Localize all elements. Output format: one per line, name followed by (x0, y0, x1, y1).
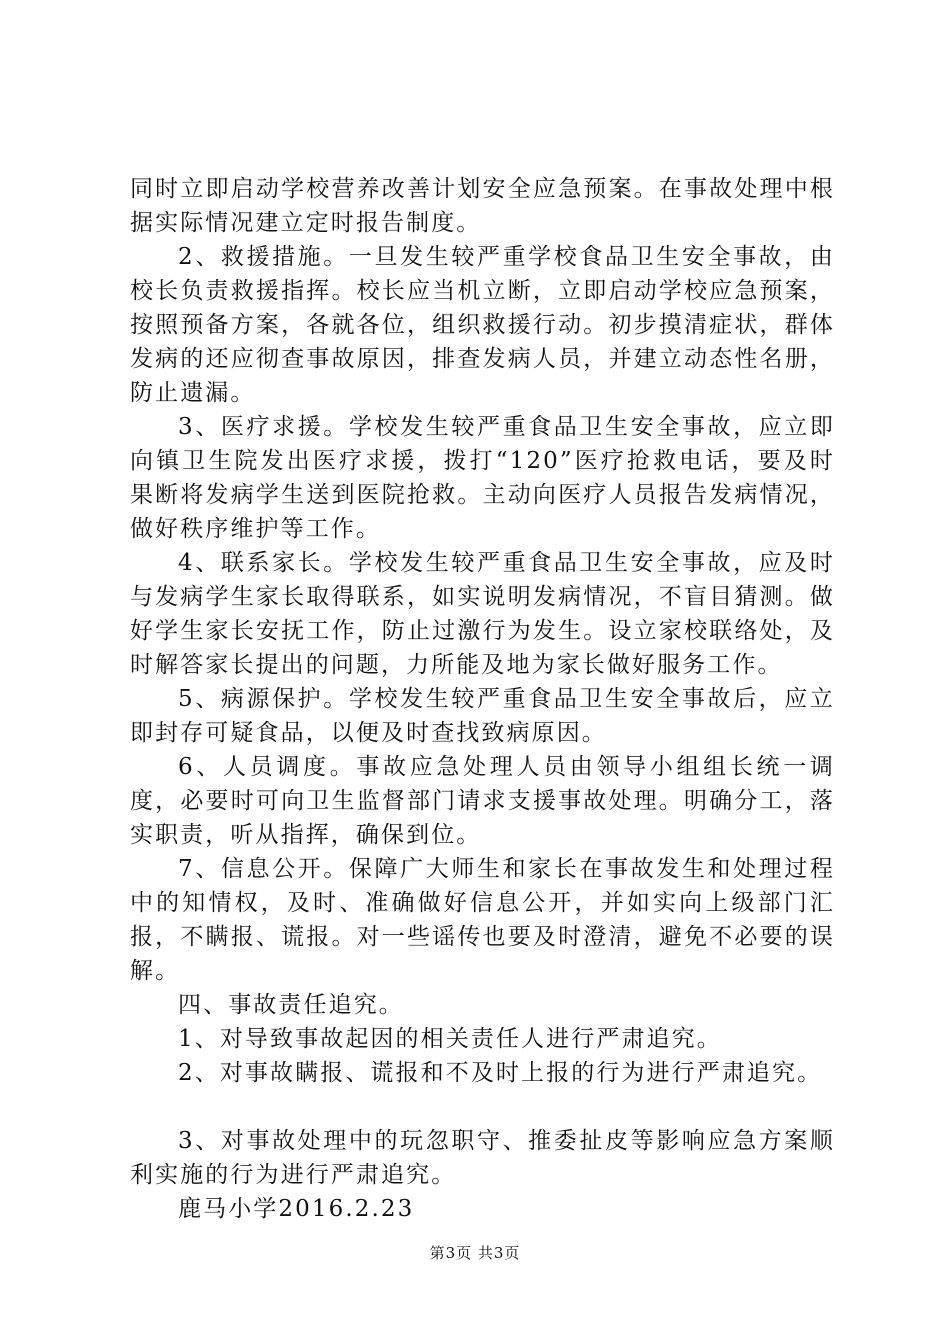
paragraph-accountability-2: 2、对事故瞒报、谎报和不及时上报的行为进行严肃追究。 (178, 1060, 823, 1086)
page-footer: 第3页 共3页 (429, 1244, 521, 1262)
paragraph-contact-parents: 4、联系家长。学校发生较严重食品卫生安全事故，应及时与发病学生家长取得联系，如实说明发病情况，不盲目猜测。做好学生家长安抚工作，防止过激行为发生。设立家校联络处，及时解答家长提出的问题，力所能及地为家长做好服务工作。 (130, 550, 835, 678)
signature-date: 鹿马小学2016.2.23 (178, 1196, 415, 1222)
paragraph-medical-aid: 3、医疗求援。学校发生较严重食品卫生安全事故，应立即向镇卫生院发出医疗求援，拨打“120”医疗抢救电话，要及时果断将发病学生送到医院抢救。主动向医疗人员报告发病情况，做好秩序维护等工作。 (130, 414, 835, 542)
document-body (130, 172, 835, 1226)
paragraph-source-protection: 5、病源保护。学校发生较严重食品卫生安全事故后，应立即封存可疑食品，以便及时查找致病原因。 (130, 686, 835, 746)
paragraph-accountability-1: 1、对导致事故起因的相关责任人进行严肃追究。 (178, 1026, 722, 1052)
paragraph-accountability-3: 3、对事故处理中的玩忽职守、推委扯皮等影响应急方案顺利实施的行为进行严肃追究。 (130, 1128, 835, 1188)
paragraph-information-disclosure: 7、信息公开。保障广大师生和家长在事故发生和处理过程中的知情权，及时、准确做好信息公开，并如实向上级部门汇报，不瞒报、谎报。对一些谣传也要及时澄清，避免不必要的误解。 (130, 856, 835, 984)
paragraph-staff-dispatch: 6、人员调度。事故应急处理人员由领导小组组长统一调度，必要时可向卫生监督部门请求支援事故处理。明确分工，落实职责，听从指挥，确保到位。 (130, 754, 835, 848)
section-heading-accountability: 四、事故责任追究。 (178, 992, 404, 1018)
paragraph-continuation: 同时立即启动学校营养改善计划安全应急预案。在事故处理中根据实际情况建立定时报告制度。 (130, 176, 835, 236)
paragraph-rescue-measures: 2、救援措施。一旦发生较严重学校食品卫生安全事故，由校长负责救援指挥。校长应当机立断，立即启动学校应急预案，按照预备方案，各就各位，组织救援行动。初步摸清症状，群体发病的还应彻查事故原因，排查发病人员，并建立动态性名册，防止遗漏。 (130, 244, 835, 406)
